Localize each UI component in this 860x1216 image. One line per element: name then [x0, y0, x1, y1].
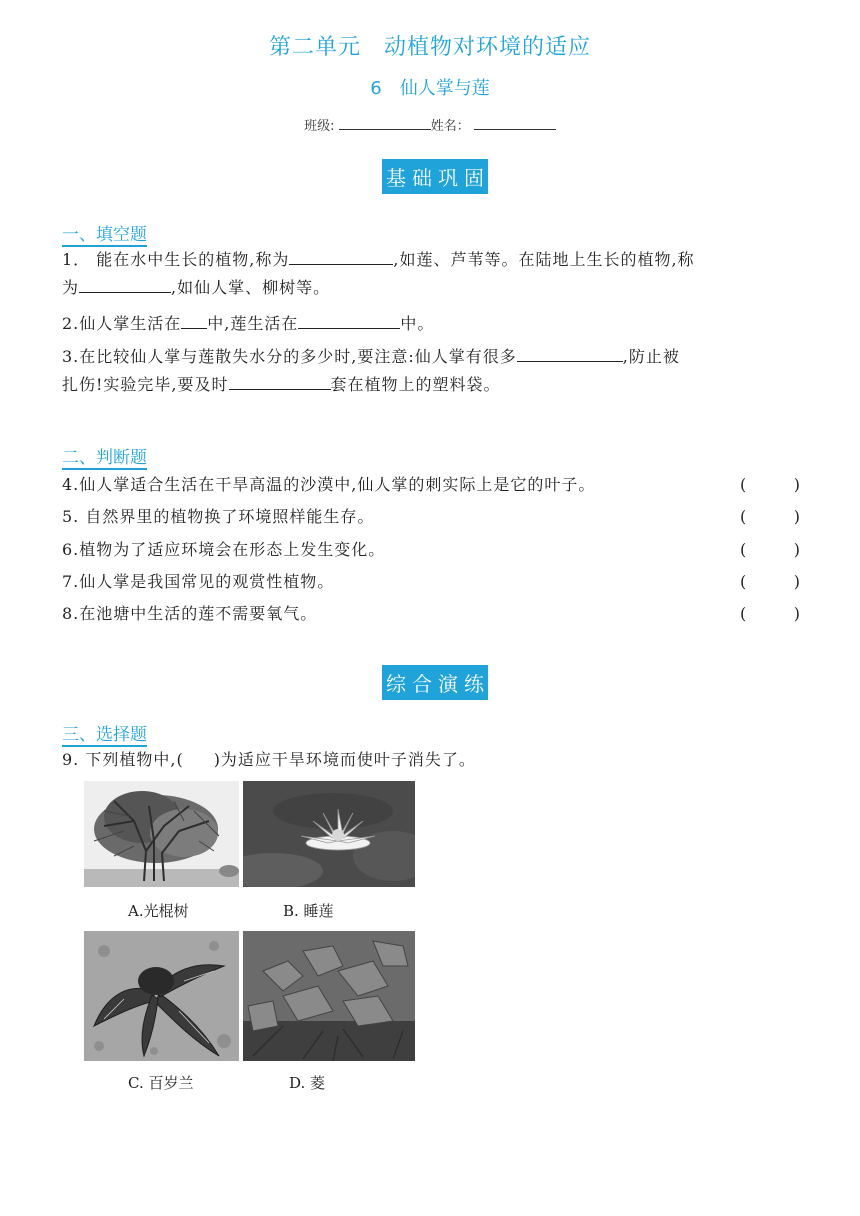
paren-close: ): [793, 475, 800, 494]
paren-close: ): [793, 572, 800, 591]
banner-char: 固: [464, 166, 484, 190]
paren-close: ): [793, 604, 800, 623]
paren-open: (: [740, 604, 747, 623]
water-chestnut-icon: [243, 931, 415, 1061]
q1-text-c: 为: [62, 278, 80, 297]
banner-basic: [382, 159, 488, 194]
q3-text-a: 3.在比较仙人掌与莲散失水分的多少时,要注意:仙人掌有很多: [62, 347, 517, 366]
q9-text-b: )为适应干旱环境而使叶子消失了。: [213, 750, 476, 769]
option-c-label: C. 百岁兰: [128, 1074, 194, 1092]
q1-blank-2[interactable]: [79, 274, 171, 293]
banner-char: 综: [386, 672, 412, 696]
q2-blank-2[interactable]: [298, 310, 400, 329]
q1-blank-1[interactable]: [289, 246, 393, 265]
judge-question: 8.在池塘中生活的莲不需要氧气。: [62, 604, 318, 623]
q3-text-b: ,防止被: [622, 347, 680, 366]
q9-text-a: 9. 下列植物中,(: [62, 750, 184, 769]
q3-blank-1[interactable]: [517, 343, 623, 362]
option-b-label: B. 睡莲: [283, 902, 334, 920]
paren-close: ): [793, 507, 800, 526]
judge-question: 4.仙人掌适合生活在干旱高温的沙漠中,仙人掌的刺实际上是它的叶子。: [62, 475, 596, 494]
unit-title: 第二单元 动植物对环境的适应: [268, 35, 591, 60]
question-2: [62, 310, 802, 338]
judge-question: 6.植物为了适应环境会在形态上发生变化。: [62, 540, 386, 559]
q2-blank-1[interactable]: [181, 310, 207, 329]
banner-char: 巩: [438, 166, 464, 190]
answer-parens[interactable]: [740, 471, 800, 499]
banner-char: 基: [386, 166, 412, 190]
answer-parens[interactable]: [740, 600, 800, 628]
judge-question: 7.仙人掌是我国常见的观赏性植物。: [62, 572, 335, 591]
answer-parens[interactable]: [740, 536, 800, 564]
banner-char: 合: [412, 672, 438, 696]
q1-text-d: ,如仙人掌、柳树等。: [171, 278, 331, 297]
section-choice-label: 三、选择题: [62, 725, 147, 745]
q2-text-b: 中,莲生活在: [207, 314, 299, 333]
q1-text-a: 1． 能在水中生长的植物,称为: [62, 250, 290, 269]
q3-text-d: 套在植物上的塑料袋。: [330, 375, 501, 394]
section-fill-label: 一、填空题: [62, 225, 147, 245]
paren-open: (: [740, 540, 747, 559]
lesson-title: 6 仙人掌与莲: [370, 78, 490, 99]
question-3: [62, 343, 802, 399]
q2-text-c: 中。: [400, 314, 435, 333]
welwitschia-icon: [84, 931, 239, 1061]
banner-practice: [382, 665, 488, 700]
section-judge-label: 二、判断题: [62, 448, 147, 468]
q3-text-c: 扎伤!实验完毕,要及时: [62, 375, 229, 394]
q2-text-a: 2.仙人掌生活在: [62, 314, 182, 333]
option-a-label: A.光棍树: [128, 902, 189, 920]
banner-char: 础: [412, 166, 438, 190]
q3-blank-2[interactable]: [229, 371, 331, 390]
paren-open: (: [740, 507, 747, 526]
answer-parens[interactable]: [740, 503, 800, 531]
section-choice-heading: [62, 720, 147, 745]
question-1: [62, 246, 802, 302]
banner-char: 练: [464, 672, 484, 696]
class-name-line: [0, 115, 860, 134]
photo-water-chestnut: [243, 931, 415, 1061]
answer-parens[interactable]: [740, 568, 800, 596]
water-lily-icon: [243, 781, 415, 887]
name-blank[interactable]: [474, 115, 556, 130]
paren-open: (: [740, 475, 747, 494]
paren-close: ): [793, 540, 800, 559]
judge-question: 5. 自然界里的植物换了环境照样能生存。: [62, 507, 375, 526]
option-d-label: D. 菱: [289, 1074, 326, 1092]
banner-char: 演: [438, 672, 464, 696]
question-9: [62, 746, 802, 774]
q1-text-b: ,如莲、芦苇等。在陆地上生长的植物,称: [393, 250, 695, 269]
photo-welwitschia: [84, 931, 239, 1061]
pencil-tree-icon: [84, 781, 239, 887]
paren-open: (: [740, 572, 747, 591]
section-judge-heading: [62, 443, 147, 468]
class-blank[interactable]: [339, 115, 431, 130]
class-label: 班级:: [304, 119, 335, 134]
photo-pencil-tree: [84, 781, 239, 887]
section-fill-heading: [62, 220, 147, 245]
name-label: 姓名：: [430, 119, 470, 134]
photo-water-lily: [243, 781, 415, 887]
